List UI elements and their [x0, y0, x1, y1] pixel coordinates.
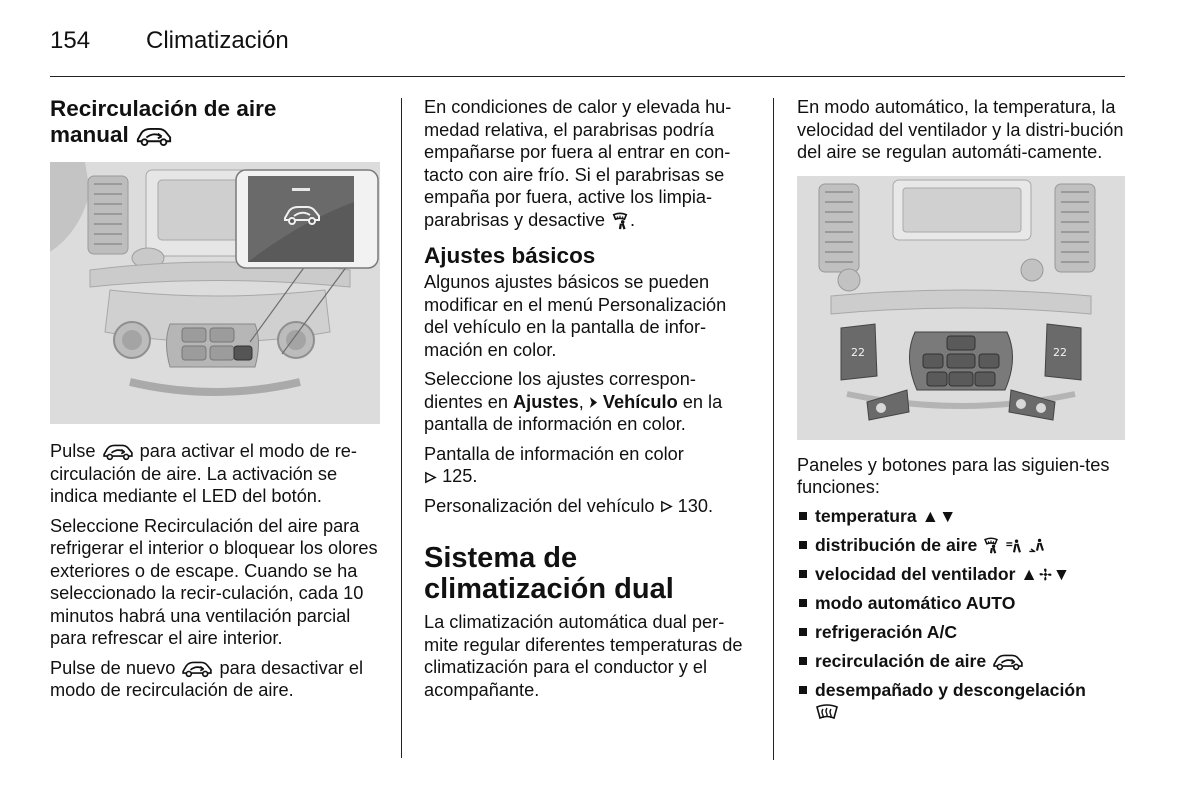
- list-item-auto-mode: modo automático AUTO: [815, 592, 1016, 613]
- list-item-air-distribution: distribución de aire: [815, 534, 978, 555]
- list-item: [797, 592, 1127, 614]
- recirculation-icon: [101, 443, 135, 461]
- svg-text:22: 22: [1053, 345, 1067, 359]
- bullet-square: [799, 512, 807, 520]
- page-header: [50, 24, 1125, 77]
- center-control-panel: [909, 332, 1012, 390]
- paragraph-display-ref: [424, 443, 754, 488]
- left-vent: [88, 176, 128, 254]
- list-item-fan-speed: velocidad del ventilador: [815, 563, 1016, 584]
- svg-text:22: 22: [851, 345, 865, 359]
- list-item: [797, 534, 1127, 556]
- paragraph-select-recirculation: Seleccione Recirculación del aire para refrigerar el interior o bloquear los olores exteriores o de escape. Cuando se ha seleccionado la recir-culación, cada 10 minutos habrá una ventilación parcial para refrescar el aire interior.: [50, 515, 378, 648]
- fan-icon: [1038, 567, 1053, 582]
- list-item: [797, 679, 1127, 723]
- text-humidity: En condiciones de calor y elevada hu-medad relativa, el parabrisas podría empañarse por fuera al entrar en con-tacto con aire frío. Si el parabrisas se empaña por fuera, active los limpia-parabrisas y desactive: [424, 97, 732, 230]
- list-item: [797, 621, 1127, 643]
- reference-arrow-icon: [660, 500, 673, 513]
- climate-panel-figure: [797, 176, 1125, 440]
- function-list: [797, 505, 1127, 723]
- list-item-defrost: desempañado y descongelación: [815, 679, 1086, 700]
- text-in-display: en la pantalla de información en color.: [424, 391, 723, 434]
- menu-arrow-icon: [589, 396, 598, 409]
- dashboard-figure: [50, 162, 380, 424]
- paragraph-basic-settings: Algunos ajustes básicos se pueden modificar en el menú Personalización del vehículo en la pantalla de infor-mación en color.: [424, 272, 727, 360]
- zoom-callout: [236, 170, 378, 268]
- windscreen-airflow-icon: [982, 537, 1000, 554]
- text-color-display: Pantalla de información en color: [424, 443, 684, 464]
- column-divider-1: [401, 98, 402, 758]
- text-press-again: Pulse de nuevo: [50, 657, 176, 678]
- recirculation-icon: [135, 126, 173, 147]
- passenger-temp-panel: [1045, 324, 1081, 380]
- bullet-square: [799, 628, 807, 636]
- up-arrow-icon: ▲: [1020, 563, 1038, 584]
- text-comma: ,: [578, 391, 584, 412]
- bullet-square: [799, 541, 807, 549]
- up-down-arrows: ▲▼: [921, 505, 957, 526]
- right-vent: [1055, 184, 1095, 272]
- paragraph-deactivate: [50, 657, 380, 702]
- paragraph-panels-intro: Paneles y botones para las siguien-tes funciones:: [797, 454, 1110, 497]
- text-select-settings: Seleccione los ajustes correspon-dientes en: [424, 369, 696, 412]
- list-item: [797, 505, 1127, 527]
- page-reference-130[interactable]: 130.: [677, 495, 714, 516]
- down-arrow-icon: ▼: [1052, 563, 1071, 584]
- paragraph-select-settings: [424, 368, 754, 436]
- list-item-recirculation: recirculación de aire: [815, 650, 987, 671]
- section-heading-recirculation: [50, 96, 380, 148]
- upper-airflow-icon: [1005, 537, 1023, 554]
- paragraph-personalization-ref: [424, 495, 754, 518]
- list-item-ac: refrigeración A/C: [815, 621, 958, 642]
- column-2: [424, 96, 754, 708]
- figure-recirculation-button: [50, 162, 380, 424]
- paragraph-humidity: [424, 96, 754, 231]
- text-vehicle-personalization: Personalización del vehículo: [424, 495, 655, 516]
- column-3: [797, 96, 1127, 730]
- windscreen-airflow-icon: [610, 212, 630, 230]
- footwell-airflow-icon: [1028, 537, 1046, 554]
- recirculation-icon: [180, 660, 214, 678]
- page-reference-125[interactable]: 125.: [442, 466, 478, 486]
- menu-item-vehicle: Vehículo: [602, 391, 678, 412]
- page-number: 154: [50, 27, 91, 54]
- text-press: Pulse: [50, 441, 96, 461]
- list-item: [797, 650, 1127, 672]
- paragraph-activate: [50, 440, 380, 508]
- menu-item-settings: Ajustes: [513, 391, 579, 412]
- list-item: [797, 563, 1127, 585]
- recirculation-icon: [991, 653, 1025, 671]
- paragraph-auto-mode: En modo automático, la temperatura, la velocidad del ventilador y la distri-bución del aire se regulan automáti-camente.: [797, 97, 1124, 162]
- column-1: [50, 96, 380, 709]
- bullet-square: [799, 570, 807, 578]
- bullet-square: [799, 599, 807, 607]
- heading-line-1: Recirculación de aire: [50, 96, 277, 121]
- list-item-temperature: temperatura: [815, 505, 917, 526]
- heading-basic-settings: Ajustes básicos: [424, 243, 596, 268]
- text-activate-description: para activar el modo de re-circulación de aire. La activación se indica mediante el LED del botón.: [50, 441, 357, 506]
- driver-temp-panel: [841, 324, 877, 380]
- heading-line-2: manual: [50, 122, 129, 147]
- bullet-square: [799, 686, 807, 694]
- bullet-square: [799, 657, 807, 665]
- text-period: .: [630, 209, 636, 230]
- column-divider-2: [773, 98, 774, 760]
- left-vent: [819, 184, 859, 272]
- figure-climate-panel: [797, 176, 1125, 440]
- reference-arrow-icon: [424, 471, 437, 484]
- paragraph-dual-climate: La climatización automática dual per-mite regular diferentes temperaturas de climatización para el conductor y el acompañante.: [424, 612, 743, 700]
- page-title: Climatización: [146, 27, 289, 54]
- text-deactivate-description: para desactivar el modo de recirculación de aire.: [50, 657, 364, 700]
- defrost-icon: [815, 703, 839, 723]
- heading-dual-climate: Sistema de climatización dual: [424, 542, 674, 605]
